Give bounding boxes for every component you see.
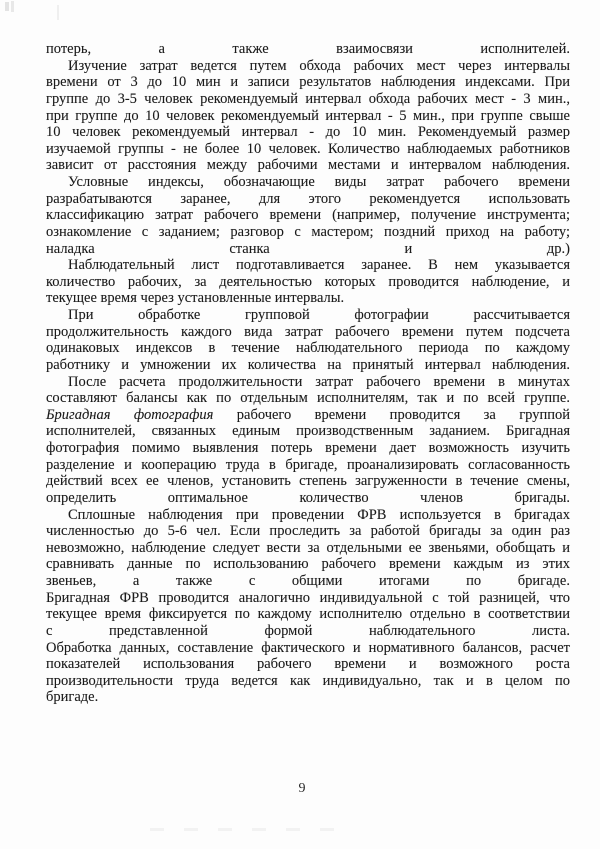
- text-line: ознакомление с заданием; разговор с мастером; поздний приход на работу;: [46, 223, 570, 240]
- text-line: невозможно, наблюдение следует вести за отдельными ее звеньями, обобщать и: [46, 539, 570, 556]
- text-line: бригаде.: [46, 689, 99, 706]
- scan-artifact: [5, 2, 9, 11]
- text-line: фотография помимо выявления потерь времени дает возможность изучить: [46, 440, 570, 456]
- document-text: [46, 41, 570, 706]
- scan-artifact: [11, 1, 14, 12]
- text-line: одинаковых индексов в течение наблюдательного периода по каждому: [46, 340, 570, 357]
- text-line: Условные индексы, обозначающие виды затрат рабочего времени: [68, 174, 570, 190]
- text-line: Изучение затрат ведется путем обхода рабочих мест через интервалы: [68, 57, 570, 74]
- text-line: с представленной формой наблюдательного листа.: [46, 622, 570, 639]
- text-line: производительности труда ведется как индивидуально, так и в целом по: [46, 672, 570, 689]
- text-line: при группе до 10 человек рекомендуемый интервал - 5 мин., при группе свыше: [46, 107, 570, 124]
- text-line: продолжительность каждого вида затрат рабочего времени путем подсчета: [46, 323, 570, 340]
- text-line: потерь, а также взаимосвязи исполнителей.: [46, 41, 570, 57]
- text-line: Бригадная фотография рабочего времени проводится за группой: [46, 406, 570, 423]
- italic-phrase: Бригадная фотография: [46, 406, 214, 423]
- text-line: текущее время через установленные интервалы.: [46, 290, 345, 307]
- text-line: численностью до 5-6 чел. Если проследить за работой бригады за один раз: [46, 523, 570, 540]
- text-line: текущее время фиксируется по каждому исполнителю отдельно в соответствии: [46, 606, 570, 623]
- text-line: времени от 3 до 10 мин и записи результатов наблюдения индексами. При: [46, 74, 570, 91]
- text-line: работнику и умножении их количества на принятый интервал наблюдения.: [46, 356, 570, 373]
- text-line: количество рабочих, за деятельностью которых проводится наблюдение, и: [46, 273, 570, 290]
- text-line: действий всех ее членов, установить степень загруженности в течение смены,: [46, 473, 570, 490]
- scan-artifact: [150, 828, 340, 831]
- text-line: 10 человек рекомендуемый интервал - до 10 мин. Рекомендуемый размер: [46, 124, 570, 141]
- text-line: разделение и кооперацию труда в бригаде, проанализировать согласованность: [46, 456, 570, 473]
- text-line: группе до 3-5 человек рекомендуемый интервал обхода рабочих мест - 3 мин.,: [46, 90, 570, 107]
- text-line: Сплошные наблюдения при проведении ФРВ используется в бригадах: [68, 506, 570, 523]
- text-line: звеньев, а также с общими итогами по бригаде.: [46, 573, 570, 589]
- text-line: определить оптимальное количество членов бригады.: [46, 489, 570, 506]
- text-line: При обработке групповой фотографии рассчитывается: [68, 307, 570, 323]
- page-number: 9: [298, 781, 306, 796]
- scan-artifact: [57, 5, 59, 20]
- text-line: сравнивать данные по использованию рабочего времени каждым из этих: [46, 556, 570, 573]
- text-line: зависит от расстояния между рабочими местами и интервалом наблюдения.: [46, 157, 570, 174]
- text-line: разрабатываются заранее, для этого рекомендуется использовать: [46, 190, 570, 207]
- text-line: показателей использования рабочего времени и возможного роста: [46, 656, 570, 673]
- text-line: Обработка данных, составление фактического и нормативного балансов, расчет: [46, 639, 570, 656]
- text-line: Бригадная ФРВ проводится аналогично индивидуальной с той разницей, что: [46, 589, 570, 606]
- text-line: наладка станка и др.): [46, 240, 570, 257]
- text-line: исполнителей, связанных единым производственным заданием. Бригадная: [46, 423, 570, 440]
- text-line: изучаемой группы - не более 10 человек. Количество наблюдаемых работников: [46, 140, 570, 157]
- text-line: составляют балансы как по отдельным исполнителям, так и по всей группе.: [46, 390, 570, 407]
- text-line: классификацию затрат рабочего времени (например, получение инструмента;: [46, 207, 570, 224]
- text-line: Наблюдательный лист подготавливается заранее. В нем указывается: [68, 257, 570, 274]
- text-line: После расчета продолжительности затрат рабочего времени в минутах: [68, 373, 570, 390]
